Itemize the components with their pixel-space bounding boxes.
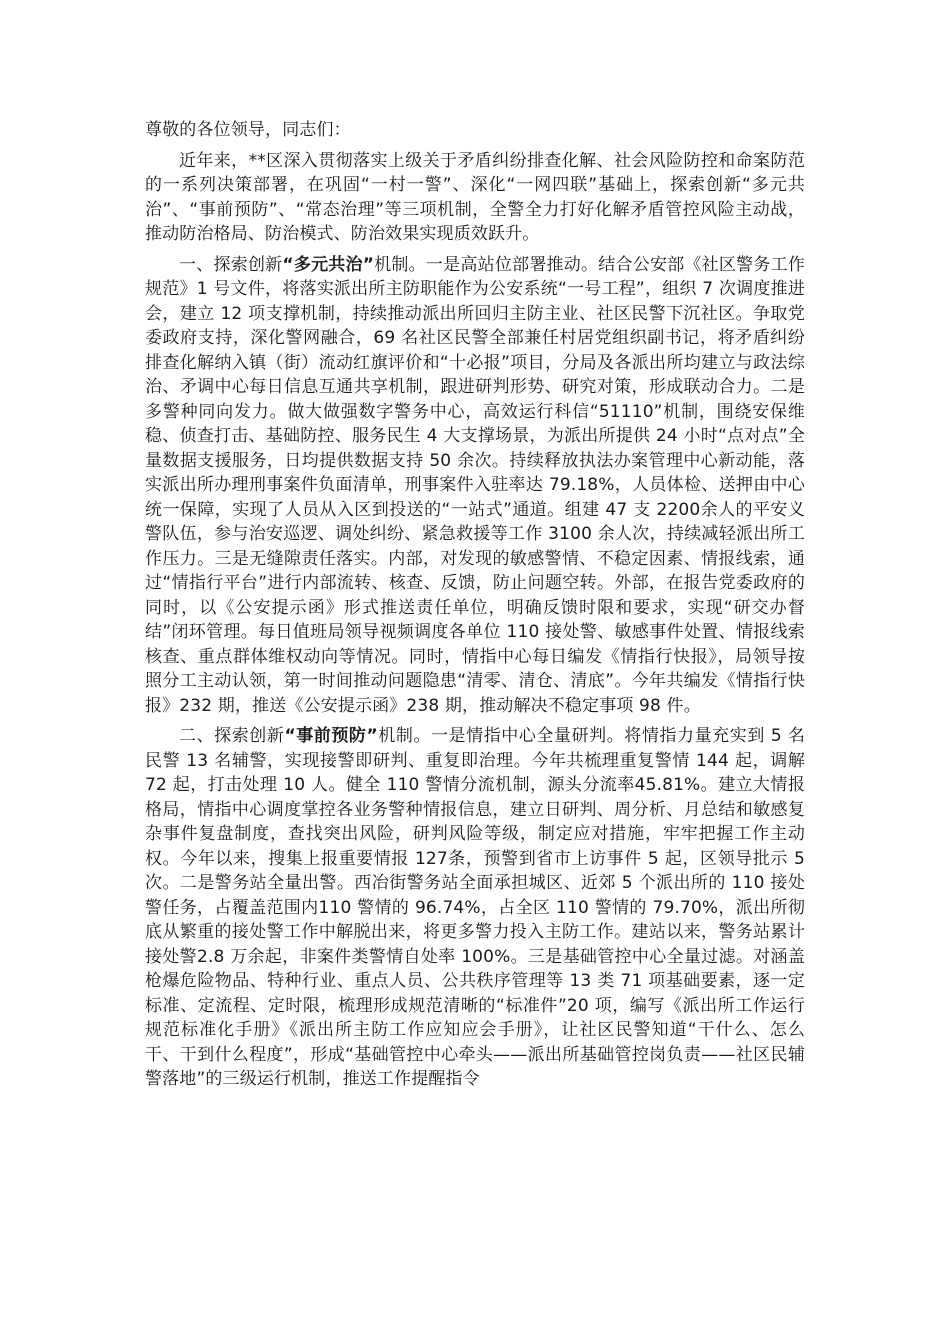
greeting: 尊敬的各位领导，同志们： [145, 120, 351, 140]
paragraph-text: 机制。一是情指中心全量研判。将情指力量充实到 5 名民警 13 名辅警，实现接警即研判、重复即治理。今年共梳理重复警情 144 起，调解 72 起，打击处理 10 人。健全 110 警情分流机制，源头分流率45.81%。建立大情报格局，情指中心调度掌控各业务警种情报信息，建立日研判、周分析、月总结和敏感复杂事件复盘制度，查找突出风险，研判风险等级，制定应对措施，牢牢把握工作主动权。今年以来，搜集上报重要情报 127条，预警到省市上访事件 5 起，区领导批示 5 次。二是警务站全量出警。西冶街警务站全面承担城区、近郊 5 个派出所的 110 接处警任务，占覆盖范围内110 警情的 96.74%，占全区 110 警情的 79.70%，派出所彻底从繁重的接处警工作中解脱出来，将更多警力投入主防工作。建站以来，警务站累计接处警2.8 万余起，非案件类警情自处率 100%。三是基础管控中心全量过滤。对涵盖枪爆危险物品、特种行业、重点人员、公共秩序管理等 13 类 71 项基础要素，逐一定标准、定流程、定时限，梳理形成规范清晰的“标准件”20 项，编写《派出所工作运行规范标准化手册》《派出所主防工作应知应会手册》，让社区民警知道“干什么、怎么干、干到什么程度”，形成“基础管控中心牵头——派出所基础管控岗负责——社区民辅警落地”的三级运行机制，推送工作提醒指令 [145, 726, 805, 1089]
document-page [145, 118, 805, 1098]
section-heading-keyword: “多元共治” [282, 254, 375, 275]
paragraph-section-two [145, 724, 805, 1092]
section-heading-prefix: 一、探索创新 [179, 254, 283, 275]
paragraph-intro [145, 149, 805, 247]
paragraph-text: 近年来，**区深入贯彻落实上级关于矛盾纠纷排查化解、社会风险防控和命案防范的一系列决策部署，在巩固“一村一警”、深化“一网四联”基础上，探索创新“多元共治”、“事前预防”、“常态治理”等三项机制，全警全力打好化解矛盾管控风险主动战，推动防治格局、防治模式、防治效果实现质效跃升。 [145, 150, 805, 244]
section-heading-keyword: “事前预防” [284, 726, 378, 746]
paragraph-section-one [145, 253, 805, 719]
section-heading-prefix: 二、探索创新 [179, 726, 285, 746]
paragraph-text: 机制。一是高站位部署推动。结合公安部《社区警务工作规范》1 号文件，将落实派出所主防职能作为公安系统“一号工程”，组织 7 次调度推进会，建立 12 项支撑机制，持续推动派出所回归主防主业、社区民警下沉社区。争取党委政府支持，深化警网融合，69 名社区民警全部兼任村居党组织副书记，将矛盾纠纷排查化解纳入镇（街）流动红旗评价和“十必报”项目，分局及各派出所均建立与政法综治、矛调中心每日信息互通共享机制，跟进研判形势、研究对策，形成联动合力。二是多警种同向发力。做大做强数字警务中心，高效运行科信“51110”机制，围绕安保维稳、侦查打击、基础防控、服务民生 4 大支撑场景，为派出所提供 24 小时“点对点”全量数据支援服务，日均提供数据支持 50 余次。持续释放执法办案管理中心新动能，落实派出所办理刑事案件负面清单，刑事案件入驻率达 79.18%，人员体检、送押由中心统一保障，实现了人员从入区到投送的“一站式”通道。组建 47 支 2200余人的平安义警队伍，参与治安巡逻、调处纠纷、紧急救援等工作 3100 余人次，持续减轻派出所工作压力。三是无缝隙责任落实。内部，对发现的敏感警情、不稳定因素、情报线索，通过“情指行平台”进行内部流转、核查、反馈，防止问题空转。外部，在报告党委政府的同时，以《公安提示函》形式推送责任单位，明确反馈时限和要求，实现“研交办督结”闭环管理。每日值班局领导视频调度各单位 110 接处警、敏感事件处置、情报线索核查、重点群体维权动向等情况。同时，情指中心每日编发《情指行快报》，局领导按照分工主动认领，第一时间推动问题隐患“清零、清仓、清底”。今年共编发《情指行快报》232 期，推送《公安提示函》238 期，推动解决不稳定事项 98 件。 [145, 254, 806, 716]
